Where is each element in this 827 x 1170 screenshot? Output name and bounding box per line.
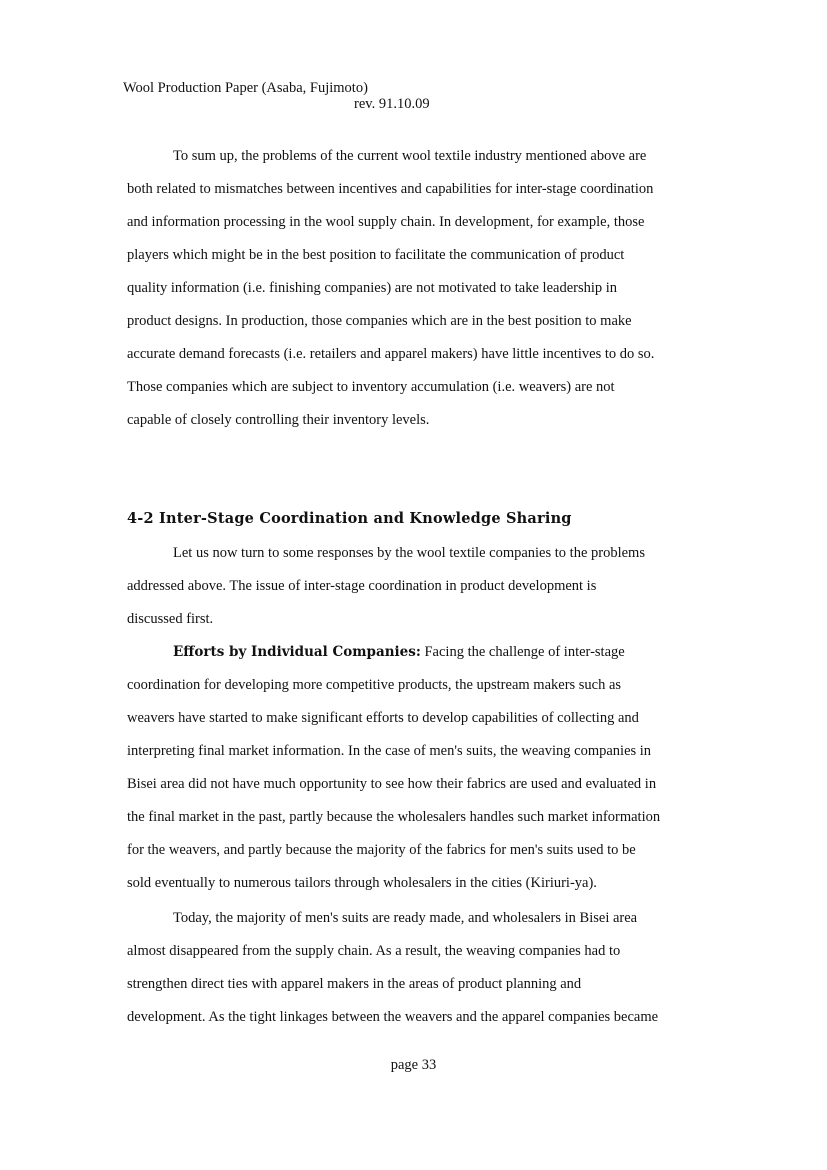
- paragraph-line: discussed first.: [127, 611, 214, 627]
- paragraph-line: sold eventually to numerous tailors through wholesalers in the cities (Kiriuri-ya).: [127, 875, 597, 891]
- paragraph-line: the final market in the past, partly because the wholesalers handles such market information: [127, 809, 661, 825]
- paragraph-line: product designs. In production, those companies which are in the best position to make: [127, 313, 632, 329]
- paragraph-line: [173, 643, 773, 661]
- paragraph-line: weavers have started to make significant efforts to develop capabilities of collecting and: [127, 710, 639, 726]
- paragraph-line: players which might be in the best position to facilitate the communication of product: [127, 247, 625, 263]
- page-number: page 33: [390, 1057, 437, 1073]
- section-heading: 4-2 Inter-Stage Coordination and Knowledge Sharing: [127, 510, 572, 527]
- paragraph-text: Facing the challenge of inter-stage: [420, 644, 625, 660]
- running-header-title: Wool Production Paper (Asaba, Fujimoto): [123, 80, 368, 96]
- paragraph-line: both related to mismatches between incentives and capabilities for inter-stage coordination: [127, 181, 654, 197]
- paragraph-line: for the weavers, and partly because the majority of the fabrics for men's suits used to be: [127, 842, 636, 858]
- paragraph-line: Let us now turn to some responses by the wool textile companies to the problems: [173, 545, 645, 561]
- paragraph-line: quality information (i.e. finishing companies) are not motivated to take leadership in: [127, 280, 618, 296]
- running-header-revision: rev. 91.10.09: [354, 96, 430, 112]
- paragraph-line: coordination for developing more competitive products, the upstream makers such as: [127, 677, 622, 693]
- paragraph-line: Those companies which are subject to inventory accumulation (i.e. weavers) are not: [127, 379, 615, 395]
- paragraph-line: addressed above. The issue of inter-stage coordination in product development is: [127, 578, 597, 594]
- paragraph-line: capable of closely controlling their inventory levels.: [127, 412, 430, 428]
- paragraph-line: interpreting final market information. In the case of men's suits, the weaving companies in: [127, 743, 652, 759]
- paragraph-line: strengthen direct ties with apparel makers in the areas of product planning and: [127, 976, 582, 992]
- paragraph-line: development. As the tight linkages between the weavers and the apparel companies became: [127, 1009, 659, 1025]
- paragraph-line: almost disappeared from the supply chain. As a result, the weaving companies had to: [127, 943, 621, 959]
- run-in-heading: Efforts by Individual Companies:: [173, 644, 421, 660]
- paragraph-line: Bisei area did not have much opportunity to see how their fabrics are used and evaluated in: [127, 776, 657, 792]
- paragraph-line: To sum up, the problems of the current wool textile industry mentioned above are: [173, 148, 647, 164]
- paragraph-line: Today, the majority of men's suits are ready made, and wholesalers in Bisei area: [173, 910, 638, 926]
- paragraph-line: and information processing in the wool supply chain. In development, for example, those: [127, 214, 645, 230]
- paragraph-line: accurate demand forecasts (i.e. retailers and apparel makers) have little incentives to do so.: [127, 346, 655, 362]
